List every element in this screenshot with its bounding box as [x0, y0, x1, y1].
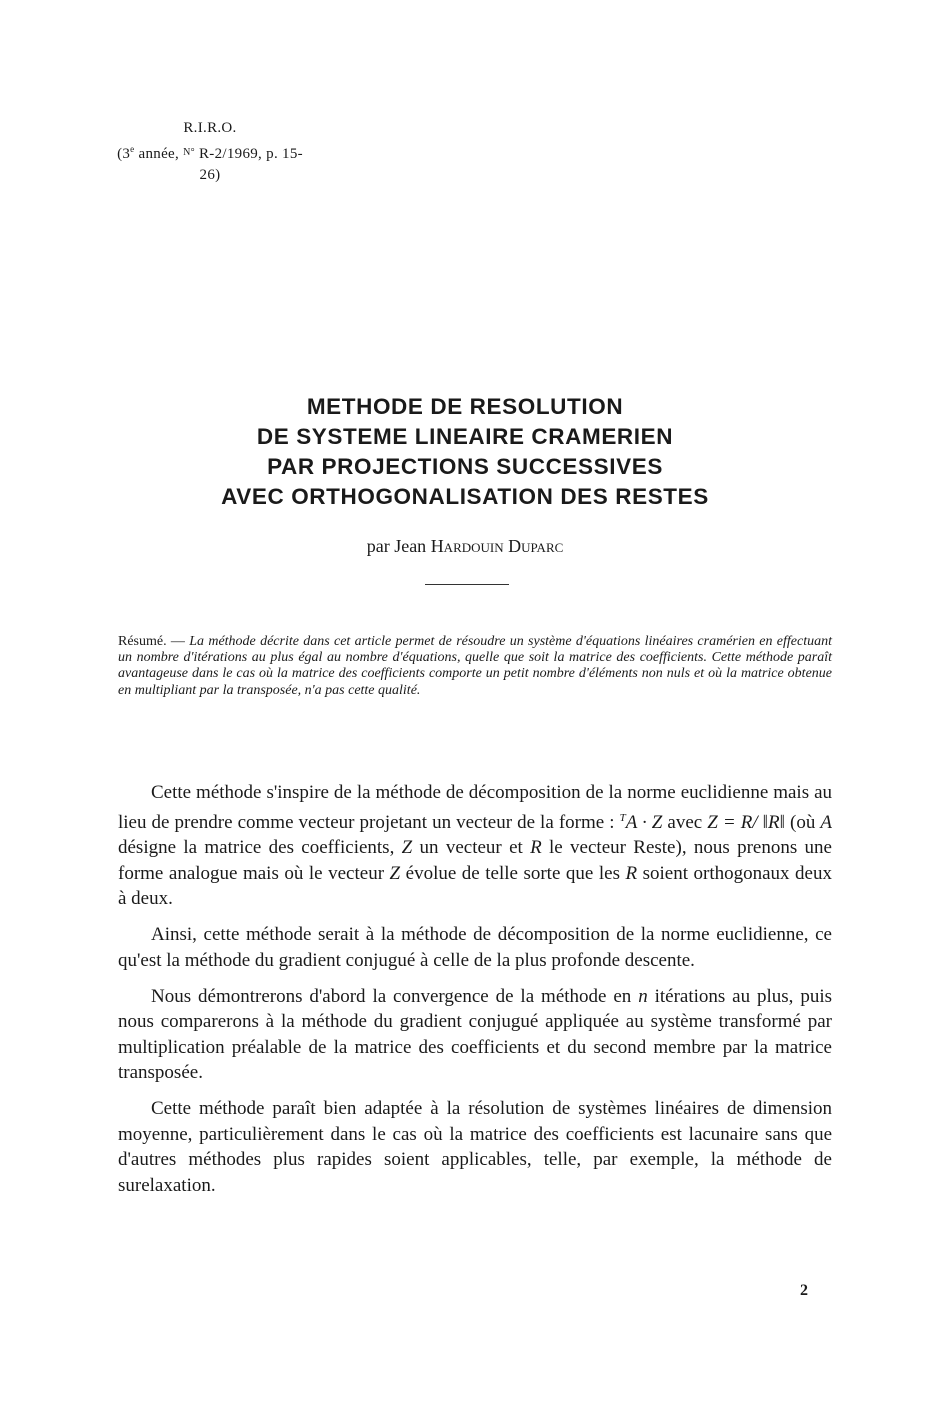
body-text [118, 780, 832, 1209]
paragraph-4: Cette méthode paraît bien adaptée à la résolution de systèmes linéaires de dimension moyenne, particulièrement dans le cas où la matrice des coefficients est lacunaire sans que d'autres méthodes plus rapides soient applicables, telle, par exemple, la méthode de surelaxation. [118, 1098, 832, 1196]
journal-issue [110, 139, 310, 186]
abstract-text: La méthode décrite dans cet article permet de résoudre un système d'équations linéaires cramérien en effectuant un nombre d'itérations au plus égal au nombre d'équations, quelle que soit la matrice des coefficients. Cette méthode paraît avantageuse dans le cas où la matrice des coefficients comporte un petit nombre d'éléments non nuls et où la matrice obtenue en multipliant par la transposée, n'a pas cette qualité. [118, 634, 833, 698]
issue-mid: année, [134, 146, 184, 162]
p3-text-b: itérations au plus, puis nous comparerons à la méthode du gradient conjugué appliquée au système transformé par multiplication préalable de la matrice des coefficients et du second membre par la matrice transposée. [118, 985, 832, 1083]
title-line-1: METHODE DE RESOLUTION [306, 394, 624, 419]
journal-header [110, 118, 310, 186]
symbol-a: A [820, 811, 832, 833]
p1-text-d: un vecteur et [412, 837, 531, 858]
issue-open: (3 [117, 146, 131, 162]
symbol-r-2: R [625, 862, 638, 884]
abstract-label: Résumé. — [118, 634, 190, 649]
symbol-n: n [638, 985, 648, 1007]
p3-text-a: Nous démontrerons d'abord la convergence de la méthode en [151, 985, 639, 1007]
formula-ta-z: A · Z [625, 811, 663, 833]
paragraph-2: Ainsi, cette méthode serait à la méthode de décomposition de la norme euclidienne, ce qu'est la méthode du gradient conjugué à celle de la plus profonde descente. [118, 924, 832, 971]
title-line-4: AVEC ORTHOGONALISATION DES RESTES [221, 484, 709, 509]
symbol-r: R [530, 837, 542, 858]
transpose-superscript: T [619, 811, 626, 824]
paragraph-1 [118, 780, 832, 912]
p1-text-c: désigne la matrice des coefficients, [118, 837, 402, 858]
title-separator-rule [425, 584, 509, 585]
author-name: Hardouin Duparc [430, 536, 564, 556]
title-line-2: DE SYSTEME LINEAIRE CRAMERIEN [256, 424, 674, 449]
p1-text-g: soient orthogonaux deux à deux. [118, 862, 832, 909]
page-number: 2 [800, 1282, 808, 1299]
p1-text-b: (où [784, 811, 821, 833]
p1-avec: avec [662, 811, 708, 833]
p1-text-f: évolue de telle sorte que les [400, 862, 626, 884]
symbol-z-2: Z [389, 862, 401, 884]
p1-text-e: le vecteur Reste), nous prenons une forme analogue mais où le vecteur [118, 837, 832, 884]
author-line [60, 536, 870, 557]
abstract [118, 634, 832, 699]
issue-number-sign: N° [183, 147, 195, 158]
paragraph-3 [118, 984, 832, 1086]
formula-z-equals: Z = R/ ‖R‖ [707, 811, 785, 833]
p1-text-a: Cette méthode s'inspire de la méthode de décomposition de la norme euclidienne mais au lieu de prendre comme vecteur projetant un vecteur de la forme : [118, 782, 832, 833]
issue-sup: e [130, 144, 135, 154]
journal-name: R.I.R.O. [183, 120, 237, 136]
symbol-z: Z [401, 837, 413, 858]
title-line-3: PAR PROJECTIONS SUCCESSIVES [267, 454, 663, 479]
issue-rest: R-2/1969, p. 15-26) [194, 146, 303, 183]
author-prefix: par Jean [366, 536, 431, 556]
paper-title [60, 392, 870, 512]
